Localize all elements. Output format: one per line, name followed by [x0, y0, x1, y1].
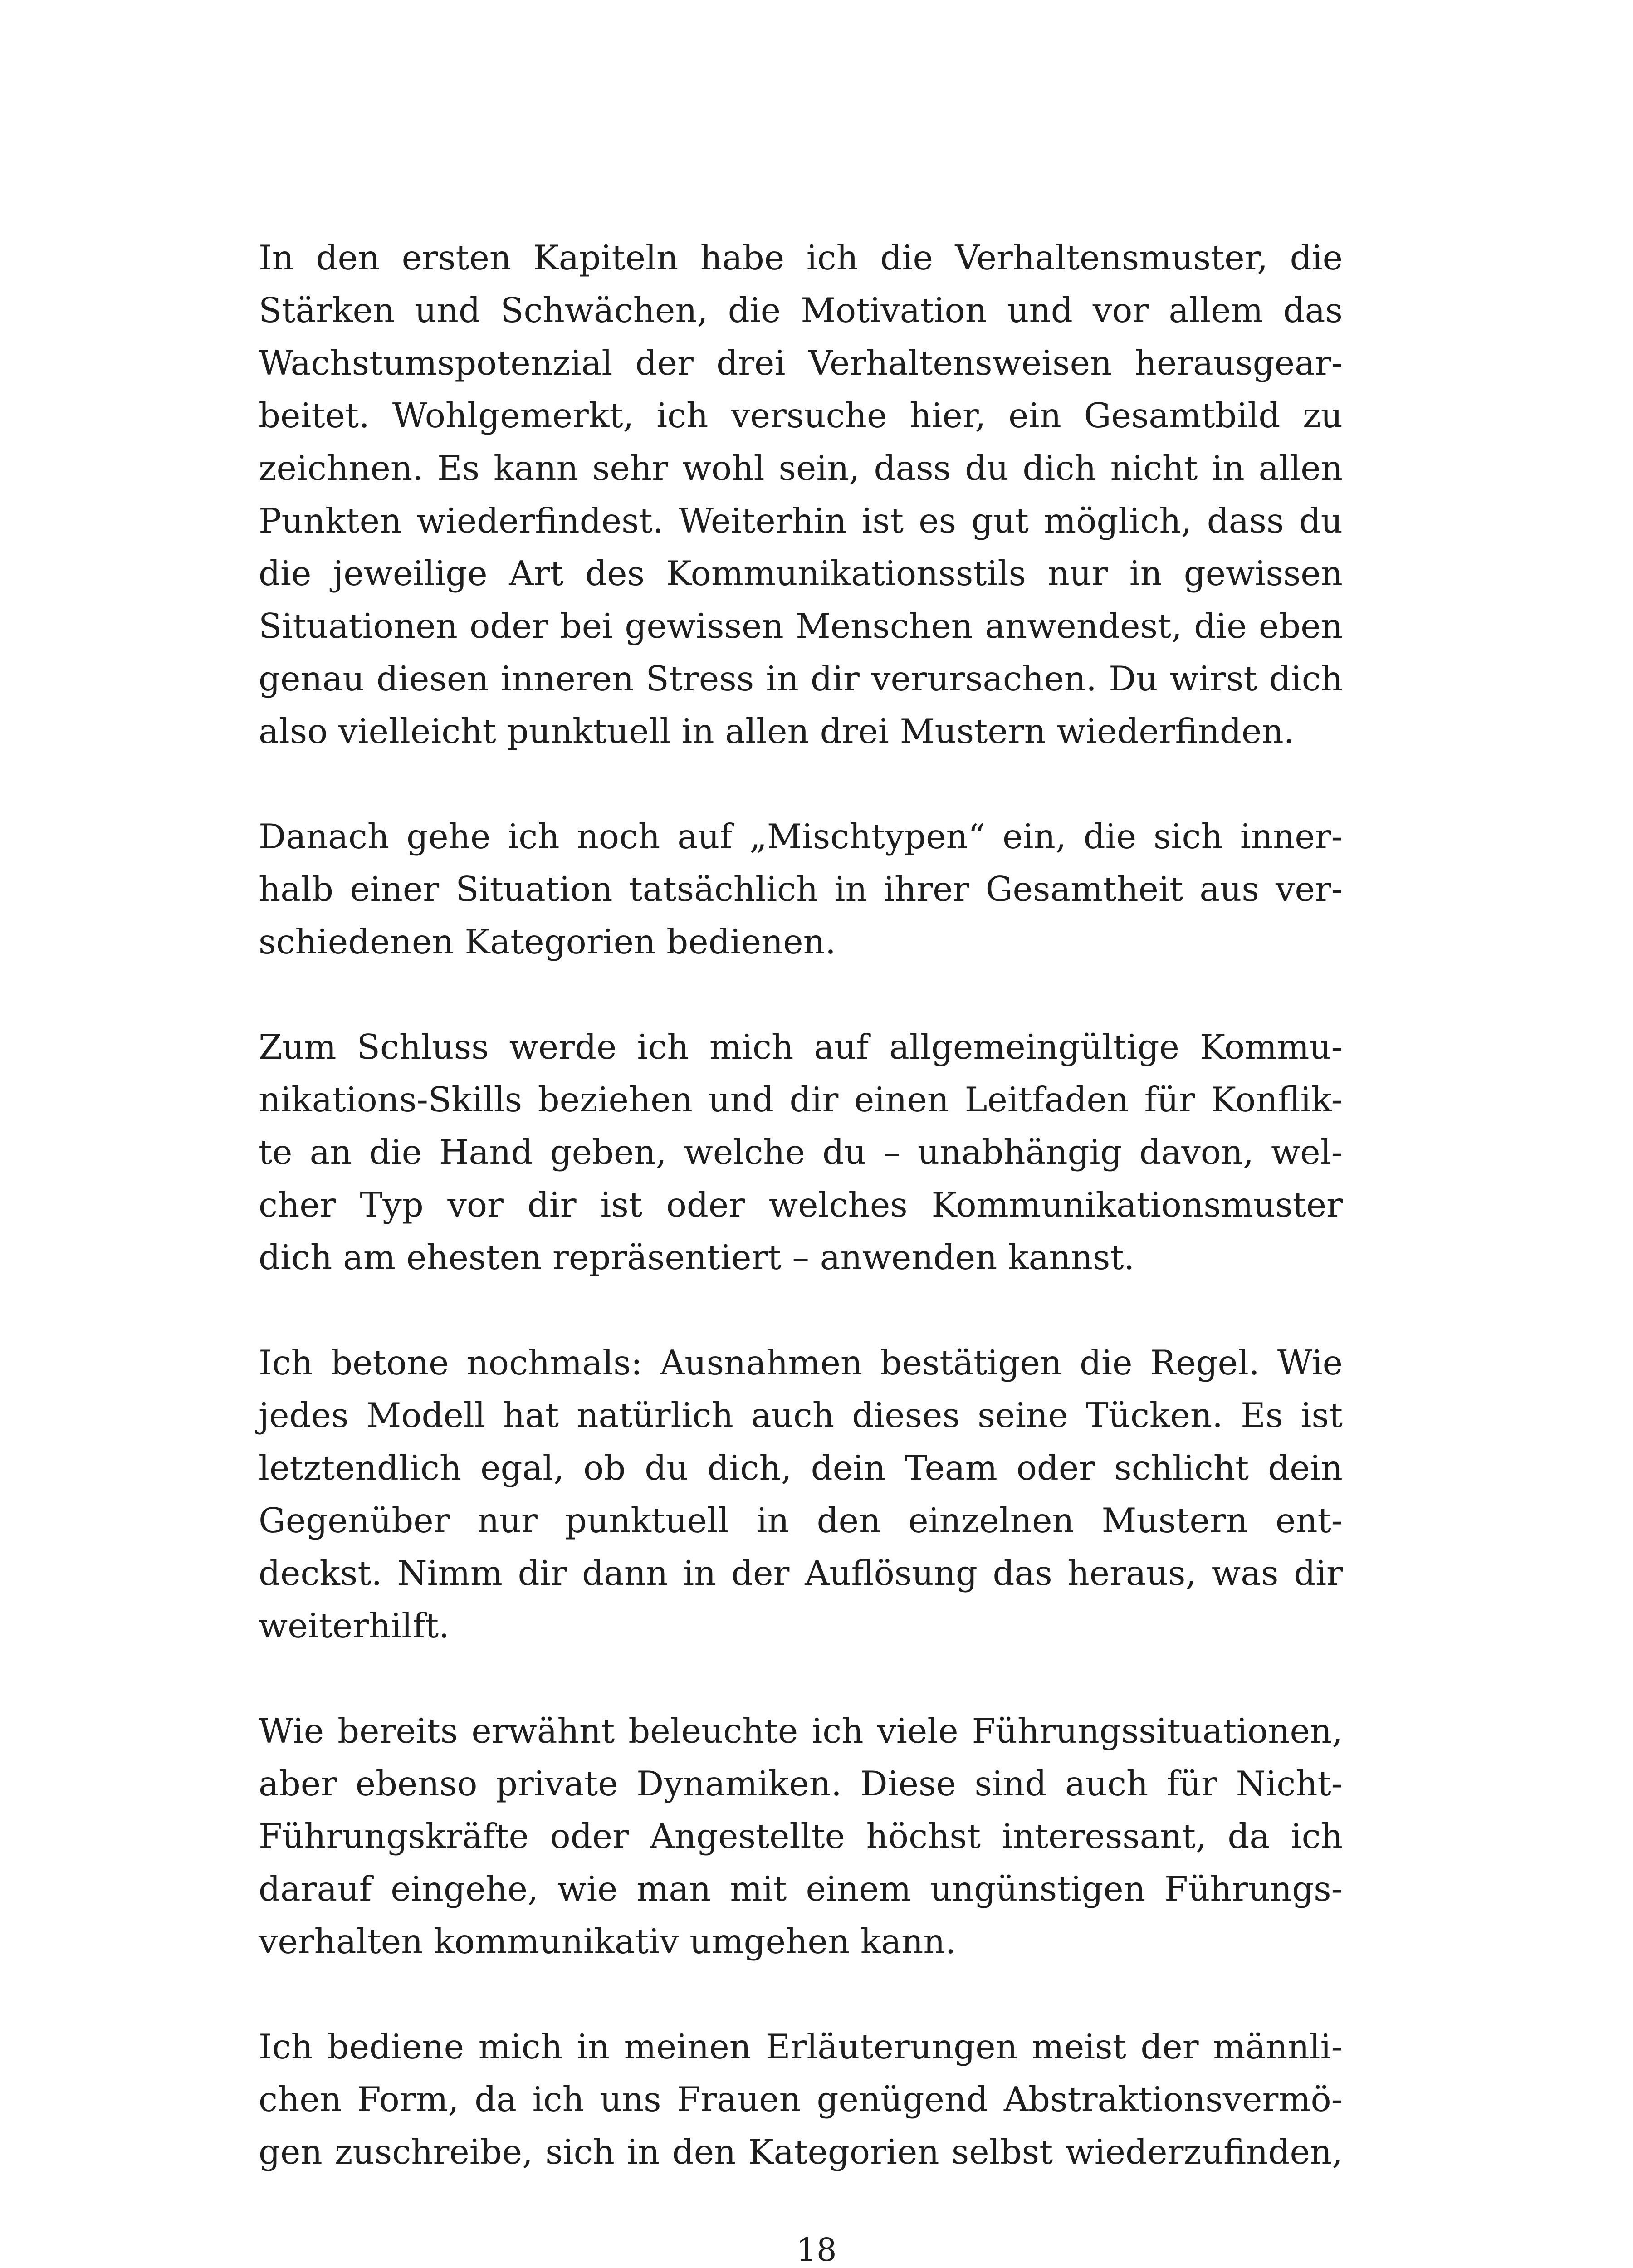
text-line: In den ersten Kapiteln habe ich die Verhaltensmuster, die	[259, 238, 1343, 278]
text-line: also vielleicht punktuell in allen drei Mustern wiederfinden.	[259, 711, 1295, 751]
page-number: 18	[796, 2231, 837, 2268]
text-line: weiterhilft.	[259, 1606, 450, 1646]
text-line: Gegenüber nur punktuell in den einzelnen Mustern ent-	[259, 1501, 1343, 1540]
text-line: beitet. Wohlgemerkt, ich versuche hier, ein Gesamtbild zu	[259, 396, 1343, 435]
text-line: die jeweilige Art des Kommunikationsstils nur in gewissen	[259, 553, 1343, 593]
text-line: te an die Hand geben, welche du – unabhängig davon, wel-	[259, 1132, 1343, 1172]
text-line: Wie bereits erwähnt beleuchte ich viele Führungssituationen,	[259, 1711, 1343, 1751]
text-line: genau diesen inneren Stress in dir verursachen. Du wirst dich	[259, 659, 1343, 699]
text-line: verhalten kommunikativ umgehen kann.	[259, 1921, 956, 1961]
text-line: Zum Schluss werde ich mich auf allgemeingültige Kommu-	[259, 1027, 1343, 1067]
text-line: zeichnen. Es kann sehr wohl sein, dass du dich nicht in allen	[259, 448, 1343, 488]
text-line: Führungskräfte oder Angestellte höchst interessant, da ich	[259, 1816, 1343, 1856]
text-line: gen zuschreibe, sich in den Kategorien selbst wiederzufinden,	[259, 2132, 1343, 2172]
paragraph	[259, 2020, 1343, 2178]
text-line: Punkten wiederfindest. Weiterhin ist es gut möglich, dass du	[259, 501, 1343, 541]
text-line: letztendlich egal, ob du dich, dein Team oder schlicht dein	[259, 1448, 1343, 1488]
text-line: Ich betone nochmals: Ausnahmen bestätigen die Regel. Wie	[259, 1343, 1343, 1383]
text-line: deckst. Nimm dir dann in der Auflösung das heraus, was dir	[259, 1553, 1343, 1593]
text-line: darauf eingehe, wie man mit einem ungünstigen Führungs-	[259, 1869, 1343, 1909]
body-text	[259, 231, 1343, 2231]
text-line: Danach gehe ich noch auf „Mischtypen“ ein, die sich inner-	[259, 816, 1343, 856]
text-line: jedes Modell hat natürlich auch dieses seine Tücken. Es ist	[259, 1395, 1343, 1435]
text-line: chen Form, da ich uns Frauen genügend Abstraktionsvermö-	[259, 2079, 1343, 2119]
text-line: halb einer Situation tatsächlich in ihrer Gesamtheit aus ver-	[259, 869, 1343, 909]
paragraph	[259, 810, 1343, 968]
text-line: Ich bediene mich in meinen Erläuterungen meist der männli-	[259, 2027, 1343, 2067]
text-line: Wachstumspotenzial der drei Verhaltensweisen herausgear-	[259, 343, 1343, 383]
paragraph	[259, 231, 1343, 758]
text-line: nikations-Skills beziehen und dir einen Leitfaden für Konflik-	[259, 1080, 1343, 1119]
text-line: aber ebenso private Dynamiken. Diese sind auch für Nicht-	[259, 1764, 1343, 1804]
text-line: schiedenen Kategorien bedienen.	[259, 922, 836, 962]
text-line: cher Typ vor dir ist oder welches Kommunikationsmuster	[259, 1185, 1343, 1225]
text-line: dich am ehesten repräsentiert – anwenden kannst.	[259, 1237, 1135, 1277]
text-line: Situationen oder bei gewissen Menschen anwendest, die eben	[259, 606, 1343, 646]
paragraph	[259, 1336, 1343, 1652]
text-line: Stärken und Schwächen, die Motivation und vor allem das	[259, 290, 1343, 330]
paragraph	[259, 1021, 1343, 1284]
paragraph	[259, 1705, 1343, 1968]
